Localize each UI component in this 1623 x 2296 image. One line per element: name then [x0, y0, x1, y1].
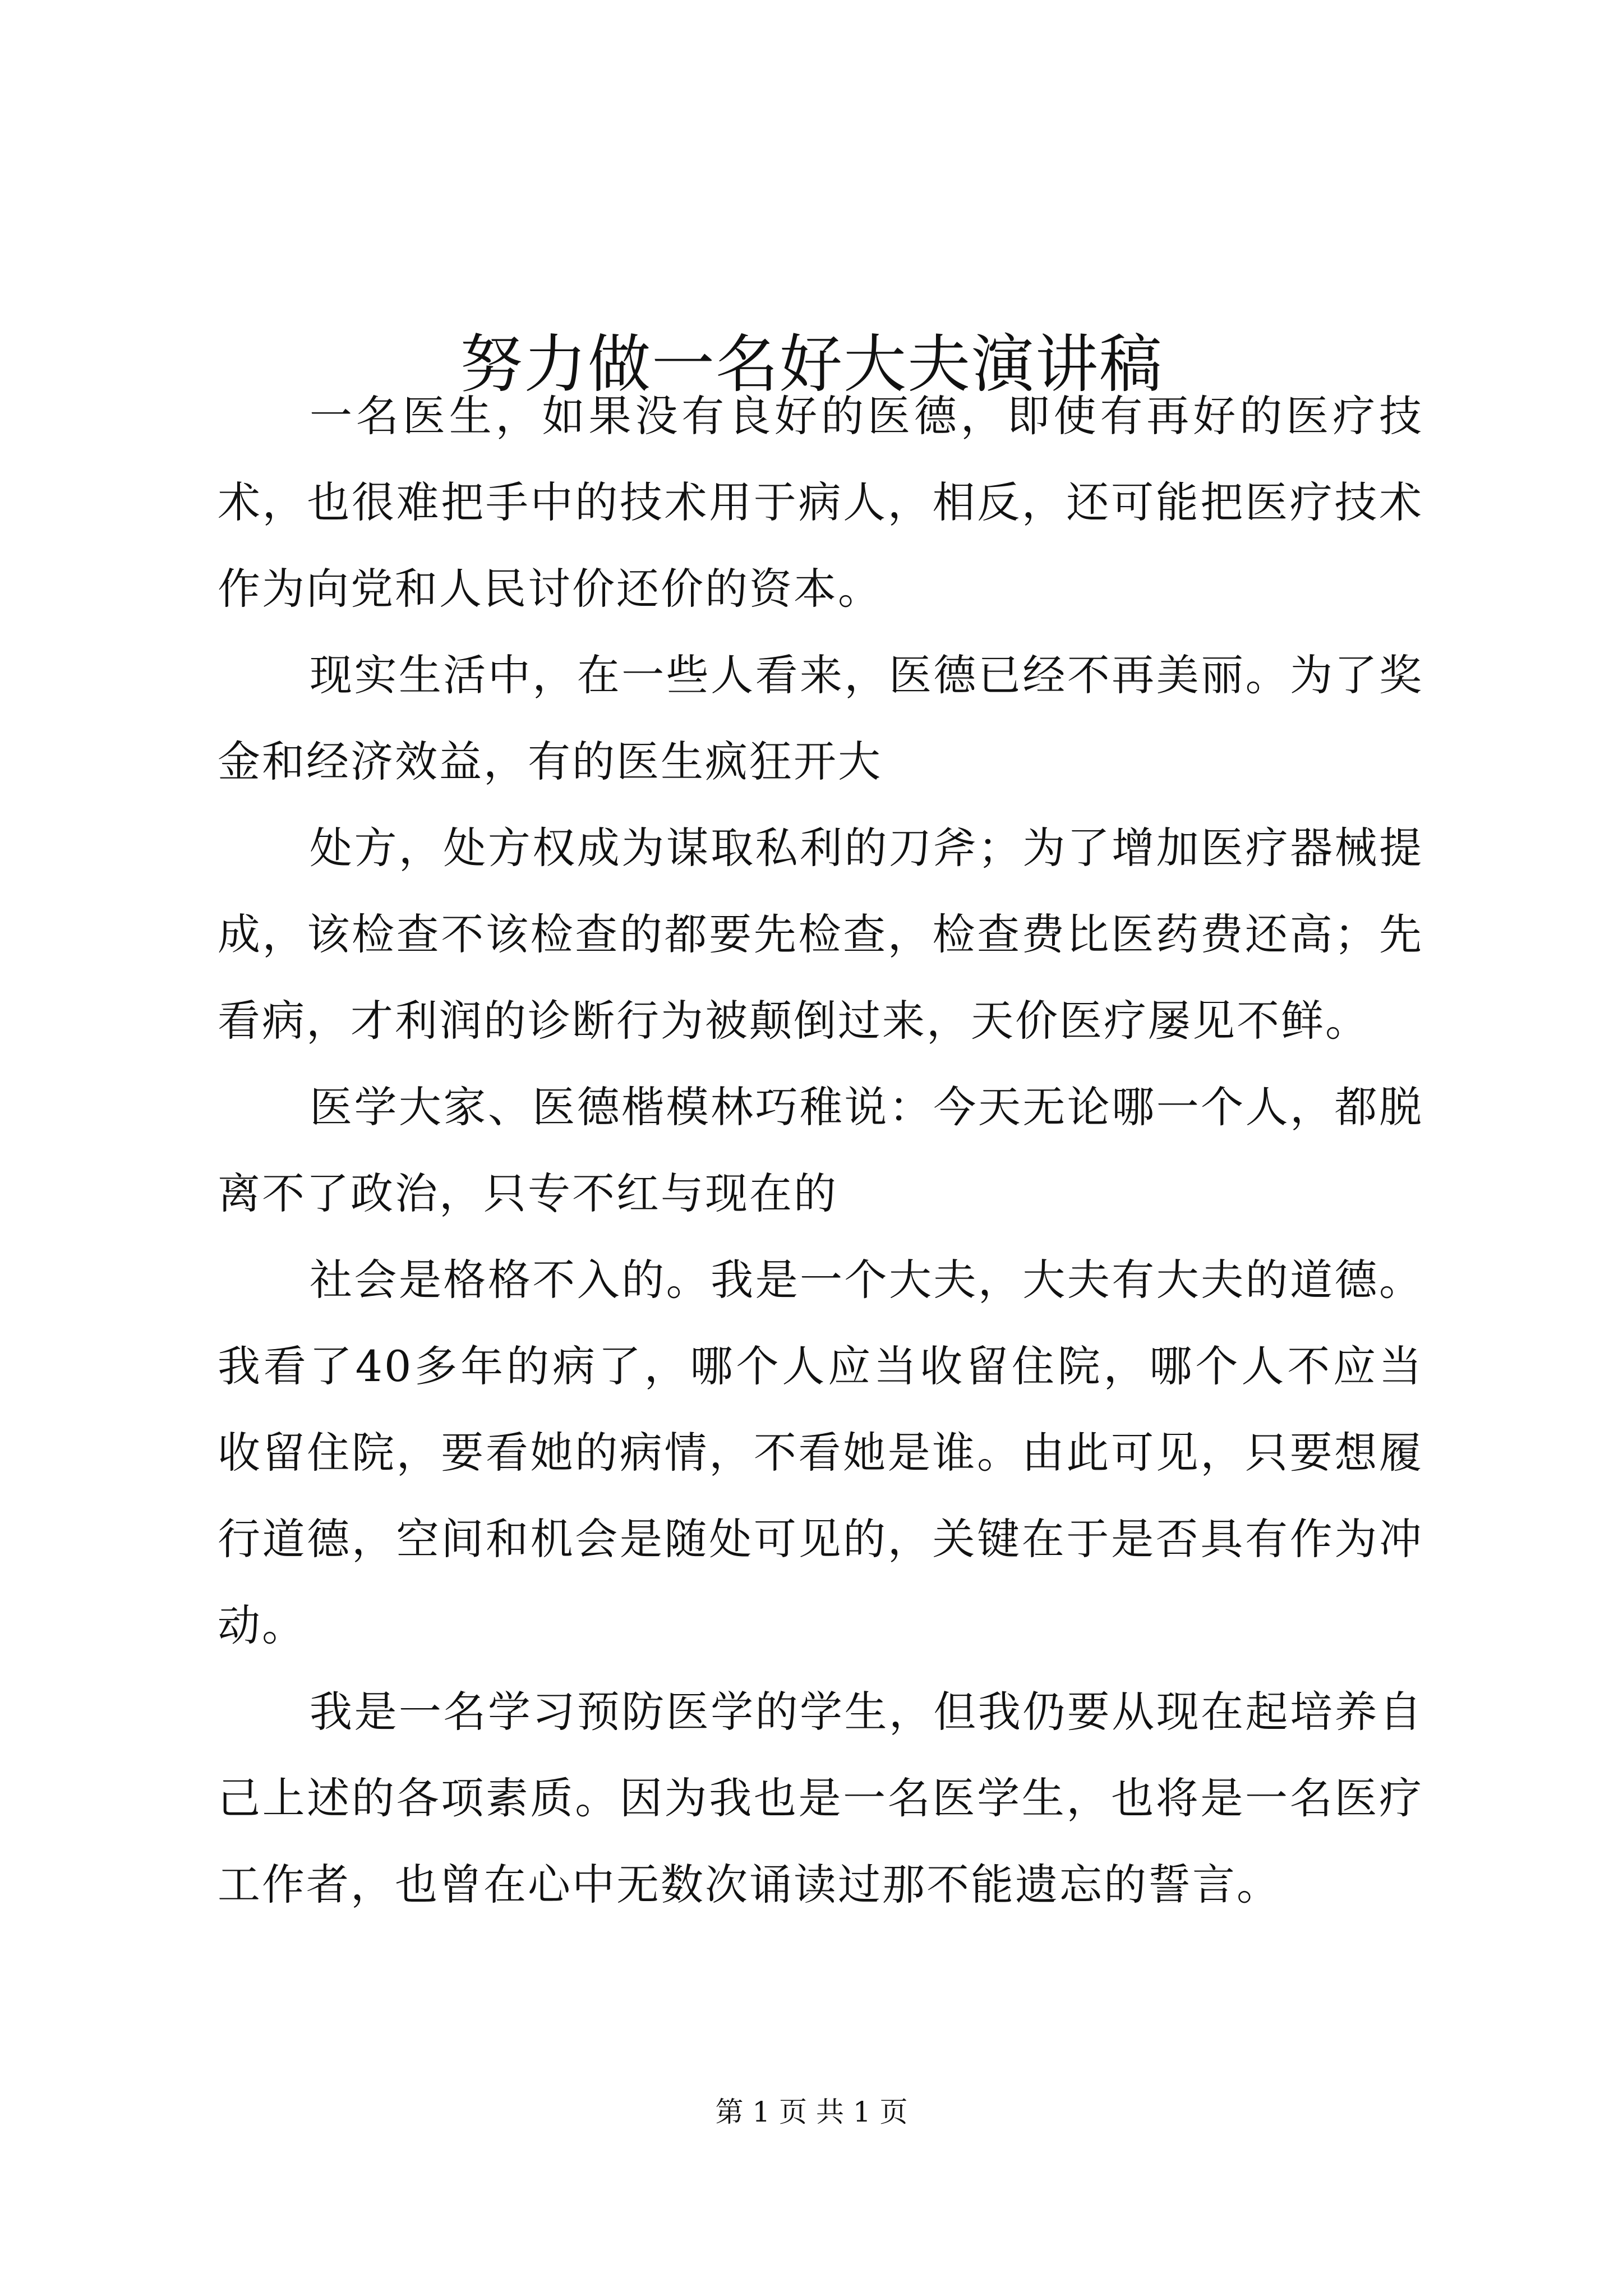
paragraph: 现实生活中，在一些人看来，医德已经不再美丽。为了奖金和经济效益，有的医生疯狂开大: [218, 650, 1423, 786]
document-body: [218, 373, 1423, 1928]
paragraph: 医学大家、医德楷模林巧稚说：今天无论哪一个人，都脱离不了政治，只专不红与现在的: [218, 1082, 1423, 1218]
paragraph: 社会是格格不入的。我是一个大夫，大夫有大夫的道德。我看了40多年的病了，哪个人应当收留住院，哪个人不应当收留住院，要看她的病情，不看她是谁。由此可见，只要想履行道德，空间和机会是随处可见的，关键在于是否具有作为冲动。: [218, 1255, 1423, 1650]
page-number-footer: 第 1 页 共 1 页: [715, 2096, 908, 2128]
paragraph: 处方，处方权成为谋取私利的刀斧；为了增加医疗器械提成，该检查不该检查的都要先检查，检查费比医药费还高；先看病，才利润的诊断行为被颠倒过来，天价医疗屡见不鲜。: [218, 823, 1423, 1046]
paragraph: 一名医生，如果没有良好的医德，即使有再好的医疗技术，也很难把手中的技术用于病人，相反，还可能把医疗技术作为向党和人民讨价还价的资本。: [218, 391, 1423, 614]
paragraph: 我是一名学习预防医学的学生，但我仍要从现在起培养自己上述的各项素质。因为我也是一名医学生，也将是一名医疗工作者，也曾在心中无数次诵读过那不能遗忘的誓言。: [218, 1687, 1423, 1910]
document-title: 努力做一名好大夫演讲稿: [460, 328, 1163, 402]
